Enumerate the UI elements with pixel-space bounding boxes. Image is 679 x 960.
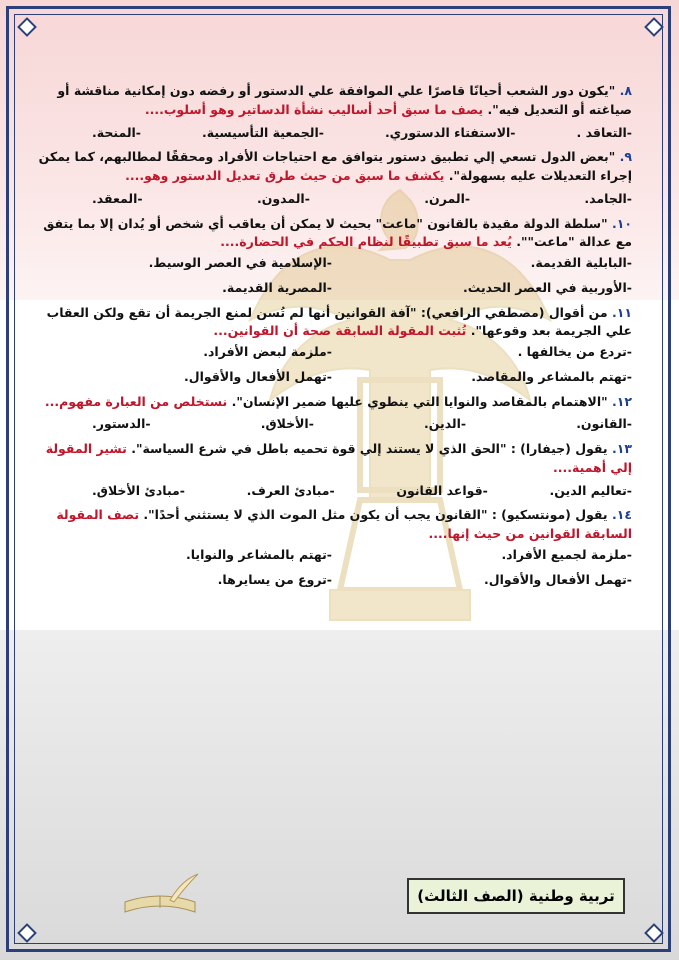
- question-13: [32, 440, 632, 500]
- answer-option[interactable]: -الدستور.: [92, 416, 151, 432]
- question-prompt: تصف المقولة السابقة القوانين من حيث إنها....: [56, 507, 632, 541]
- question-text: [32, 506, 632, 544]
- answer-option[interactable]: -المدون.: [256, 190, 310, 206]
- answer-option[interactable]: -ملزمة لبعض الأفراد.: [203, 344, 332, 359]
- answer-option[interactable]: -تهتم بالمشاعر والنوايا.: [185, 546, 332, 562]
- question-number: ١٠.: [611, 215, 632, 231]
- answer-options: [32, 190, 632, 209]
- question-number: ٩.: [619, 149, 632, 165]
- answer-option[interactable]: -ملزمة لجميع الأفراد.: [501, 546, 632, 562]
- answer-option[interactable]: -الجمعية التأسيسية.: [201, 124, 324, 140]
- question-body: "يكون دور الشعب أحيانًا قاصرًا علي الموافقة علي الدستور أو رفضه دون إمكانية مناقشة أو صياغته أو التعديل فيه".: [57, 83, 632, 117]
- question-body: يقول (مونتسكيو) : "القانون يجب أن يكون مثل الموت الذي لا يستثني أحدًا".: [143, 507, 608, 523]
- question-text: [32, 304, 632, 342]
- question-body: من أقوال (مصطفي الرافعي): "آفة القوانين أنها لم تُسن لمنع الجريمة أن تقع ولكن العقاب علي الجريمة بعد وقوعها".: [46, 304, 632, 339]
- answer-option[interactable]: -القانون.: [576, 416, 632, 432]
- question-text: [32, 440, 632, 478]
- questions-list: [32, 82, 632, 595]
- question-14: [32, 506, 632, 589]
- answer-option[interactable]: -الأوربية في العصر الحديث.: [462, 279, 632, 295]
- answer-option[interactable]: -الجامد.: [584, 190, 632, 206]
- answer-option[interactable]: -الدين.: [424, 416, 467, 432]
- question-number: ١٤.: [611, 507, 632, 523]
- question-8: [32, 82, 632, 142]
- question-prompt: يصف ما سبق أحد أساليب نشأة الدساتير وهو أسلوب....: [144, 101, 484, 117]
- question-body: يقول (جيفارا) : "الحق الذي لا يستند إلي قوة تحميه باطل في شرع السياسة".: [131, 441, 608, 456]
- question-body: "بعض الدول تسعي إلي تطبيق دستور يتوافق مع احتياجات الأفراد ومحققًا لمطالبهم، كما يمكن إجراء التعديلات عليه بسهولة".: [38, 149, 632, 183]
- answer-option[interactable]: -تهمل الأفعال والأقوال.: [183, 368, 332, 384]
- question-text: [32, 215, 632, 253]
- answer-option[interactable]: -تردع من يخالفها .: [517, 344, 632, 359]
- question-prompt: نستخلص من العبارة مفهوم...: [44, 393, 228, 409]
- question-prompt: تشير المقولة إلي أهمية....: [45, 441, 632, 475]
- question-11: [32, 304, 632, 387]
- answer-option[interactable]: -المنحة.: [92, 124, 141, 140]
- question-prompt: يكشف ما سبق من حيث طرق تعديل الدستور وهو....: [125, 168, 445, 183]
- answer-option[interactable]: -الأخلاق.: [260, 416, 314, 432]
- answer-option[interactable]: -تهتم بالمشاعر والمقاصد.: [471, 368, 632, 384]
- question-body: "الاهتمام بالمقاصد والنوايا التي ينطوي عليها ضمير الإنسان".: [231, 393, 608, 409]
- footer-title: تربية وطنية (الصف الثالث): [417, 887, 615, 905]
- answer-option[interactable]: -مبادئ العرف.: [246, 482, 335, 498]
- answer-option[interactable]: -قواعد القانون: [396, 482, 488, 498]
- question-number: ١٣.: [611, 441, 632, 456]
- question-body: "سلطة الدولة مقيدة بالقانون "ماعت" بحيث لا يمكن أن يعاقب أي شخص أو يُدان إلا بما يتفق مع عدالة "ماعت"".: [43, 215, 632, 250]
- answer-options: [32, 415, 632, 434]
- question-9: [32, 148, 632, 208]
- answer-option[interactable]: -المرن.: [424, 190, 471, 206]
- question-number: ١٢.: [611, 393, 632, 409]
- answer-option[interactable]: -التعاقد .: [576, 124, 632, 140]
- answer-option[interactable]: -الاستفتاء الدستوري.: [384, 124, 516, 140]
- question-text: [32, 393, 632, 412]
- book-quill-icon: [120, 872, 200, 922]
- answer-option[interactable]: -المعقد.: [92, 190, 143, 206]
- question-10: [32, 215, 632, 298]
- question-number: ١١.: [611, 304, 632, 320]
- answer-option[interactable]: -تعاليم الدين.: [549, 482, 632, 498]
- answer-option[interactable]: -المصرية القديمة.: [222, 279, 332, 295]
- answer-options: [32, 546, 632, 590]
- answer-option[interactable]: -مبادئ الأخلاق.: [92, 482, 185, 498]
- answer-options: [32, 343, 632, 387]
- answer-option[interactable]: -تروع من يسايرها.: [217, 571, 332, 587]
- question-12: [32, 393, 632, 435]
- answer-options: [32, 254, 632, 298]
- question-prompt: تُثبت المقولة السابقة صحة أن القوانين...: [213, 323, 467, 339]
- question-prompt: يُعد ما سبق تطبيقًا لنظام الحكم في الحضارة....: [220, 234, 512, 250]
- question-number: ٨.: [619, 83, 632, 98]
- answer-options: [32, 124, 632, 143]
- answer-option[interactable]: -البابلية القديمة.: [530, 255, 632, 270]
- answer-option[interactable]: -الإسلامية في العصر الوسيط.: [148, 255, 332, 270]
- question-text: [32, 148, 632, 186]
- question-text: [32, 82, 632, 120]
- answer-option[interactable]: -تهمل الأفعال والأقوال.: [483, 571, 632, 587]
- footer-title-box: [407, 878, 625, 914]
- answer-options: [32, 482, 632, 501]
